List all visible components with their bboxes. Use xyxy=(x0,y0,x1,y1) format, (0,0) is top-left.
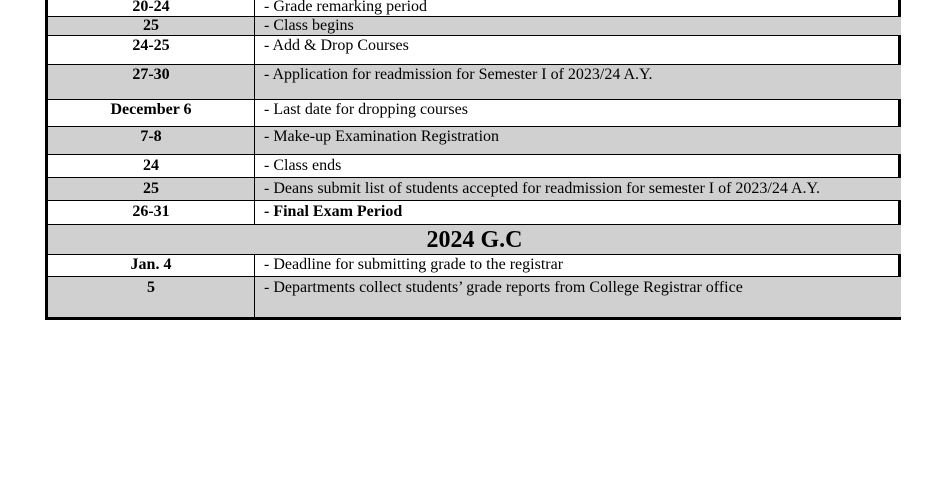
description-cell: - Make-up Examination Registration xyxy=(264,128,500,145)
table-row xyxy=(48,100,901,127)
date-cell: 25 xyxy=(48,17,255,35)
date-cell: 7-8 xyxy=(48,127,255,154)
date-cell: 20-24 xyxy=(48,0,255,16)
description-cell: - Grade remarking period xyxy=(264,0,428,15)
table-row xyxy=(48,36,901,65)
description-cell: - Class begins xyxy=(264,17,354,34)
description-cell: - Deans submit list of students accepted for readmission for semester I of 2023/24 A.Y. xyxy=(264,180,821,197)
description-cell: - Departments collect students’ grade reports from College Registrar office xyxy=(264,279,743,296)
description-cell: - Deadline for submitting grade to the registrar xyxy=(264,256,564,273)
date-cell: 24 xyxy=(48,155,255,177)
section-heading-2024: 2024 G.C xyxy=(48,225,901,255)
date-cell: 24-25 xyxy=(48,36,255,64)
description-cell: - Last date for dropping courses xyxy=(264,101,468,118)
table-row xyxy=(48,277,901,317)
date-cell: 26-31 xyxy=(48,201,255,224)
date-cell: Jan. 4 xyxy=(48,255,255,276)
table-row xyxy=(48,255,901,277)
description-cell: - Class ends xyxy=(264,157,342,174)
date-cell: 5 xyxy=(48,277,255,317)
date-cell: 25 xyxy=(48,178,255,200)
description-cell: - Add & Drop Courses xyxy=(264,37,409,54)
table-row xyxy=(48,65,901,100)
table-row xyxy=(48,0,901,17)
academic-calendar-table xyxy=(45,0,901,320)
table-row xyxy=(48,127,901,155)
description-cell: - Application for readmission for Semester I of 2023/24 A.Y. xyxy=(264,66,653,83)
table-row xyxy=(48,17,901,36)
table-row xyxy=(48,155,901,178)
description-cell: - Final Exam Period xyxy=(264,203,403,220)
date-cell: December 6 xyxy=(48,100,255,126)
table-row xyxy=(48,201,901,225)
date-cell: 27-30 xyxy=(48,65,255,99)
table-row xyxy=(48,178,901,201)
